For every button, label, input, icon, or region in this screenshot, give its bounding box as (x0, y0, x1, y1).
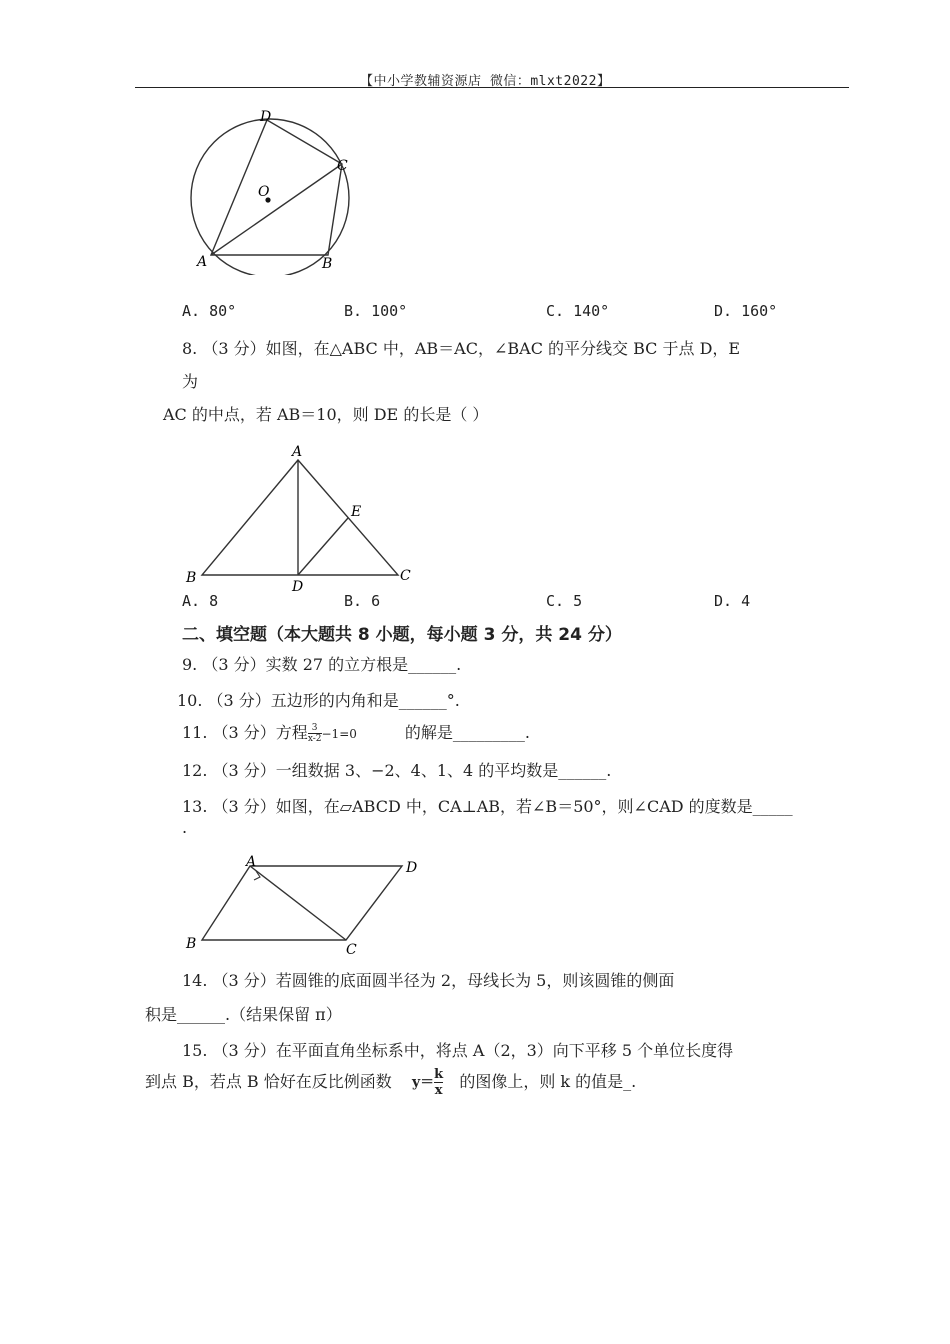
q13-line1: 13. （3 分）如图，在▱ABCD 中，CA⊥AB，若∠B＝50°，则∠CAD 的度数是_____ (182, 797, 793, 816)
quad-abcd (211, 120, 342, 255)
section-title: 二、填空题（本大题共 8 小题，每小题 3 分，共 24 分） (182, 625, 622, 645)
q11-suffix: 的解是_________. (404, 723, 530, 742)
q7-option-c: C. 140° (546, 302, 610, 320)
q12-text: 12. （3 分）一组数据 3、−2、4、1、4 的平均数是______. (182, 761, 612, 780)
q7-option-d: D. 160° (714, 302, 778, 320)
label-b: B (322, 256, 333, 272)
header-rule (135, 87, 849, 88)
q7-option-b: B. 100° (344, 302, 408, 320)
page-header: 【中小学教辅资源店 微信：mlxt2022】 (360, 74, 611, 89)
label-e: E (351, 504, 362, 520)
label-c: C (346, 942, 357, 958)
q14-line1: 14. （3 分）若圆锥的底面圆半径为 2，母线长为 5，则该圆锥的侧面 (182, 971, 675, 990)
label-o: O (258, 184, 270, 200)
parallelogram-abcd (202, 866, 402, 940)
q15-line2 (145, 1064, 636, 1101)
q8-option-b: B. 6 (344, 592, 381, 610)
triangle-figure (180, 440, 420, 595)
q15-line1: 15. （3 分）在平面直角坐标系中，将点 A（2，3）向下平移 5 个单位长度得 (182, 1041, 734, 1060)
label-c: C (400, 568, 411, 584)
q8-line1: 8. （3 分）如图，在△ABC 中，AB＝AC，∠BAC 的平分线交 BC 于点 D，E (182, 339, 741, 358)
q14-line2: 积是______.（结果保留 π） (145, 1005, 342, 1024)
label-d: D (292, 579, 304, 595)
q15-prefix: 到点 B，若点 B 恰好在反比例函数 (145, 1072, 392, 1091)
q11-prefix: 11. （3 分）方程 (182, 723, 308, 742)
q9-text: 9. （3 分）实数 27 的立方根是______. (182, 655, 462, 674)
q15-suffix: 的图像上，则 k 的值是_. (459, 1072, 637, 1091)
label-a: A (246, 854, 257, 870)
diagonal-ac (250, 866, 346, 940)
q8-option-c: C. 5 (546, 592, 583, 610)
label-d: D (406, 860, 418, 876)
parallelogram-figure (180, 850, 430, 960)
q15-fraction (434, 1067, 443, 1098)
segment-de (298, 518, 348, 575)
q15-func-den: x (434, 1083, 443, 1098)
line-ac (211, 164, 342, 255)
q15-func-num: k (434, 1067, 444, 1082)
label-d: D (260, 109, 272, 125)
circle-figure (180, 100, 370, 275)
q7-option-a: A. 80° (182, 302, 237, 320)
q11-denominator: x-2 (307, 734, 322, 744)
label-c: C (337, 158, 348, 174)
q8-option-d: D. 4 (714, 592, 751, 610)
triangle-abc (202, 460, 398, 575)
label-a: A (292, 444, 303, 460)
q13-line2: . (182, 818, 188, 837)
q10-text: 10. （3 分）五边形的内角和是______°. (177, 691, 460, 710)
label-a: A (197, 254, 208, 270)
q8-line2: 为 (182, 372, 199, 391)
q11-rest: −1=0 (321, 727, 357, 741)
q11-line (182, 720, 530, 744)
q11-fraction (308, 723, 322, 744)
q8-line3: AC 的中点，若 AB＝10，则 DE 的长是（ ） (163, 405, 489, 424)
q8-option-a: A. 8 (182, 592, 219, 610)
label-b: B (186, 936, 197, 952)
q15-func-y: y＝ (411, 1074, 435, 1091)
q11-numerator: 3 (308, 723, 322, 734)
label-b: B (186, 570, 197, 586)
